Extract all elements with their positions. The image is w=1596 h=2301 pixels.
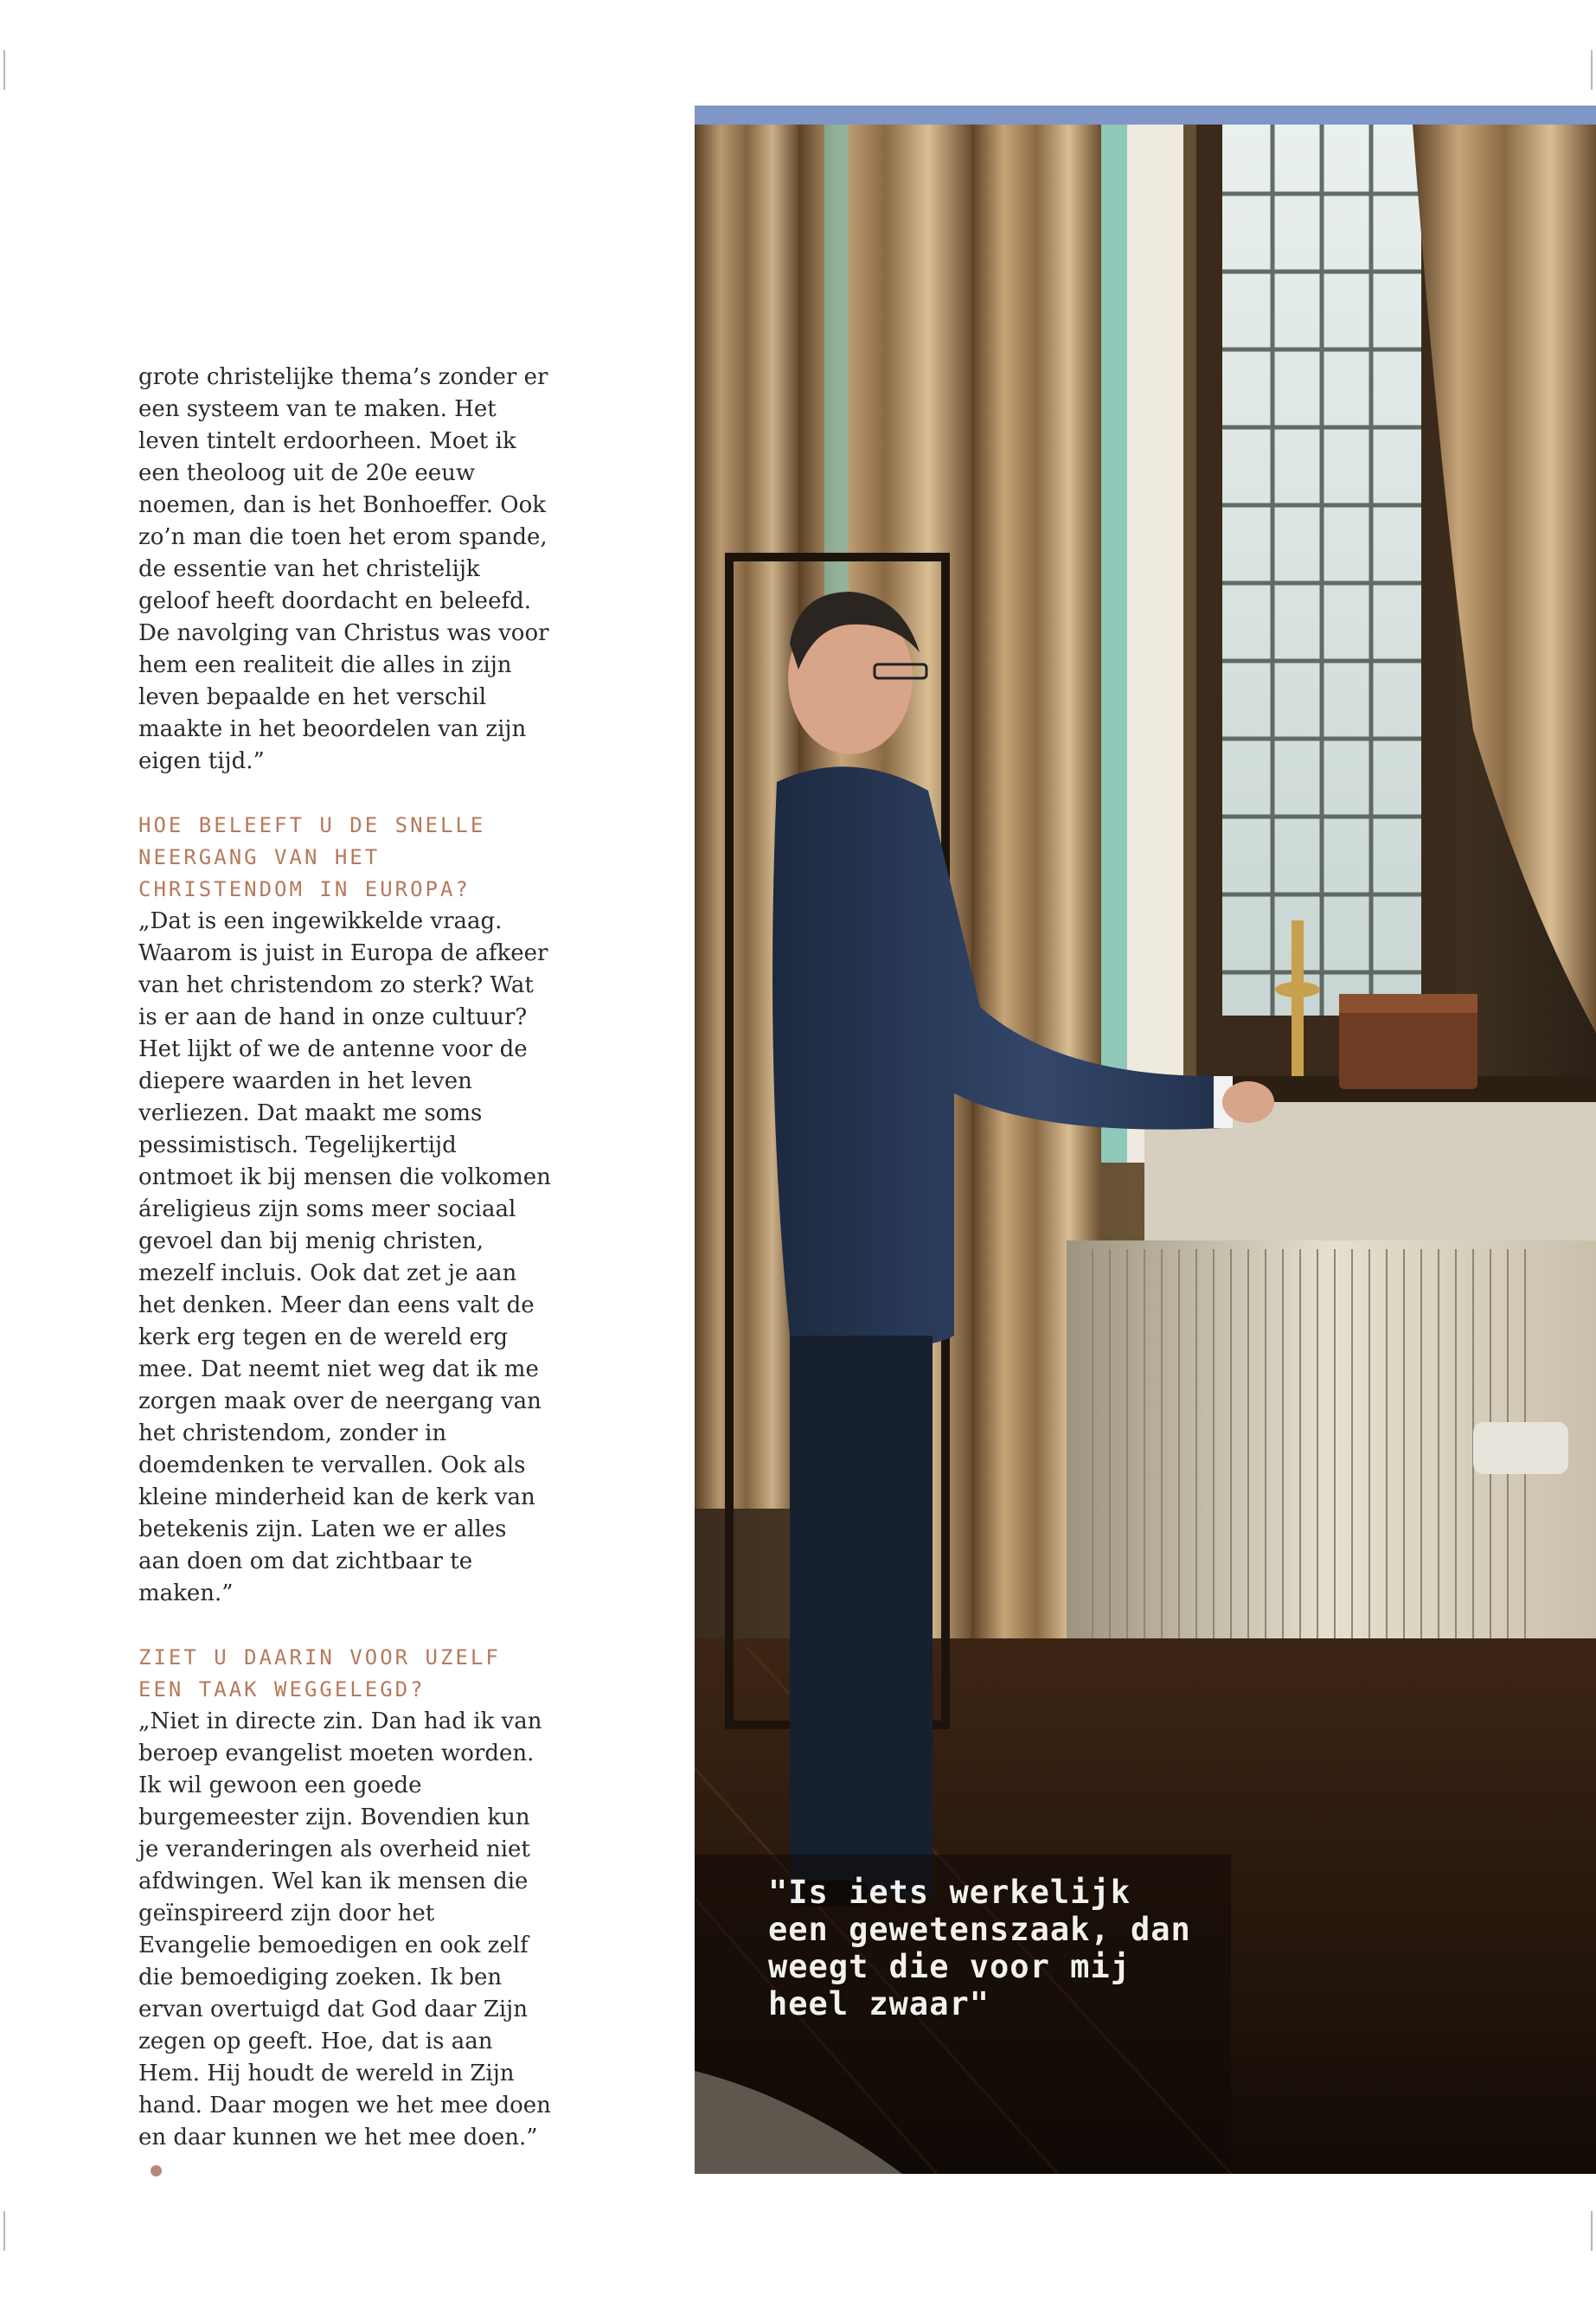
crop-mark-top-right (1591, 50, 1593, 90)
crop-mark-bottom-right (1591, 2211, 1593, 2251)
photo-illustration (695, 125, 1596, 2174)
end-mark-icon (151, 2165, 162, 2176)
crop-mark-bottom-left (3, 2211, 5, 2251)
question-heading-1: HOE BELEEFT U DE SNELLE NEERGANG VAN HET CHRISTENDOM IN EUROPA? (138, 813, 486, 901)
answer-paragraph-1: „Dat is een ingewikkelde vraag. Waarom is juist in Europa de afkeer van het christendom zo sterk? Wat is er aan de hand in onze cultuur? Het lijkt of we de antenne voor de diepere waarden in het leven verliezen. Dat maakt me soms pessimistisch. Tegelijkertijd ontmoet ik bij mensen die volkomen áreligieus zijn soms meer sociaal gevoel dan bij menig christen, mezelf incluis. Ook dat zet je aan het denken. Meer dan eens valt de kerk erg tegen en de wereld erg mee. Dat neemt niet weg dat ik me zorgen maak over de neergang van het christendom, zonder in doemdenken te vervallen. Ook als kleine minderheid kan de kerk van betekenis zijn. Laten we er alles aan doen om dat zichtbaar te maken.” (138, 908, 551, 1606)
spacer (138, 778, 554, 810)
photo-accent-bar (695, 106, 1596, 125)
answer-text-2: „Niet in directe zin. Dan had ik van beroep evangelist moeten worden. Ik wil gewoon een goede burgemeester zijn. Bovendien kun je veranderingen als overheid niet afdwingen. Wel kan ik mensen die geïnspireerd zijn door het Evangelie bemoedigen en ook zelf die bemoediging zoeken. Ik ben ervan overtuigd dat God daar Zijn zegen op geeft. Hoe, dat is aan Hem. Hij houdt de wereld in Zijn hand. Daar mogen we het mee doen en daar kunnen we het mee doen.” (138, 1708, 551, 2150)
pull-quote: "Is iets werkelijk een gewetenszaak, dan weegt die voor mij heel zwaar" (768, 1874, 1191, 2022)
crop-mark-top-left (3, 50, 5, 90)
article-text-column (138, 362, 554, 2186)
portrait-photo (695, 125, 1596, 2174)
spacer (138, 1610, 554, 1642)
question-heading-2: ZIET U DAARIN VOOR UZELF EEN TAAK WEGGELEGD? (138, 1645, 501, 1702)
intro-paragraph: grote christelijke thema’s zonder er een systeem van te maken. Het leven tintelt erdoorheen. Moet ik een theoloog uit de 20e eeuw noemen, dan is het Bonhoeffer. Ook zo’n man die toen het erom spande, de essentie van het christelijk geloof heeft doordacht en beleefd. De navolging van Christus was voor hem een realiteit die alles in zijn leven bepaalde en het verschil maakte in het beoordelen van zijn eigen tijd.” (138, 364, 549, 774)
answer-paragraph-2 (138, 1706, 554, 2186)
